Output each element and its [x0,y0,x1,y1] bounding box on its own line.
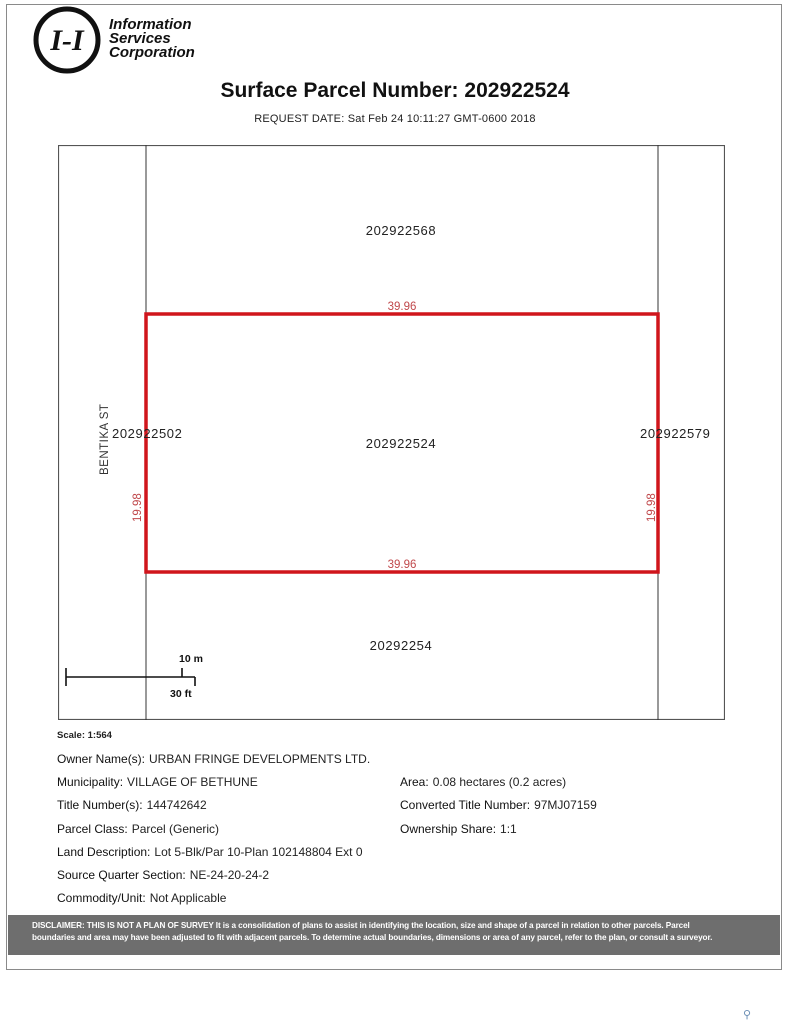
logo-line-2: Services [109,30,171,47]
title-number-row [57,798,207,812]
quarter-section-label: Source Quarter Section: [57,868,186,882]
area-value: 0.08 hectares (0.2 acres) [432,775,567,789]
owner-label: Owner Name(s): [57,752,146,766]
area-label: Area: [400,775,429,789]
title-parcel-number: 202922524 [464,79,570,102]
land-description-label: Land Description: [57,845,151,859]
commodity-row [57,891,226,905]
dimension-top: 39.96 [387,301,417,313]
parcel-map-svg [58,145,725,720]
request-date: REQUEST DATE: Sat Feb 24 10:11:27 GMT-0600 2018 [254,113,536,125]
logo-line-1: Information [109,16,192,33]
municipality-label: Municipality: [57,775,124,789]
municipality-value: VILLAGE OF BETHUNE [127,775,258,789]
dimension-right: 19.98 [646,493,658,522]
scale-bar-imperial-label: 30 ft [170,688,192,700]
land-description-value: Lot 5-Blk/Par 10-Plan 102148804 Ext 0 [154,845,363,859]
scale-bar-metric-label: 10 m [179,653,203,665]
south-parcel-label: 20292254 [369,638,433,653]
converted-title-row [400,798,597,812]
land-description-row [57,845,363,859]
title-number-label: Title Number(s): [57,798,143,812]
dimension-left: 19.98 [132,493,144,522]
title-prefix: Surface Parcel Number: [220,79,459,102]
area-row [400,775,566,789]
isc-logo [33,6,233,76]
isc-logo-icon [33,6,103,76]
parcel-class-label: Parcel Class: [57,822,128,836]
page-title [0,79,790,103]
commodity-value: Not Applicable [149,891,227,905]
logo-line-3: Corporation [109,44,195,61]
subject-parcel-label: 202922524 [365,436,437,451]
west-parcel-label: 202922502 [112,426,183,441]
disclaimer-line-2: boundaries and area may have been adjusted to fit with adjacent parcels. To determine actual boundaries, dimensions or area of any parcel, refer to the plan, or consult a surveyor. [32,933,713,942]
street-label: BENTIKA ST [99,403,111,475]
converted-title-value: 97MJ07159 [534,798,597,812]
owner-value: URBAN FRINGE DEVELOPMENTS LTD. [149,752,371,766]
logo-mark: I-I [50,24,84,57]
north-parcel-label: 202922568 [365,223,437,238]
municipality-row [57,775,258,789]
title-number-value: 144742642 [146,798,207,812]
owner-row [57,752,370,766]
dimension-bottom: 39.96 [387,559,417,571]
disclaimer-banner [8,915,780,955]
parcel-map [58,145,725,720]
parcel-class-row [57,822,219,836]
ownership-share-row [400,822,517,836]
ownership-share-label: Ownership Share: [400,822,497,836]
quarter-section-row [57,868,269,882]
east-parcel-label: 202922579 [640,426,711,441]
converted-title-label: Converted Title Number: [400,798,531,812]
commodity-label: Commodity/Unit: [57,891,146,905]
quarter-section-value: NE-24-20-24-2 [189,868,270,882]
map-scale: Scale: 1:564 [57,730,112,741]
parcel-class-value: Parcel (Generic) [131,822,220,836]
logo-wordmark [109,18,195,60]
ownership-share-value: 1:1 [500,822,517,836]
map-pin-icon[interactable]: ⚲ [743,1009,752,1021]
disclaimer-line-1: DISCLAIMER: THIS IS NOT A PLAN OF SURVEY It is a consolidation of plans to assist in identifying the location, size and shape of a parcel in relation to other parcels. Parcel [32,921,690,930]
